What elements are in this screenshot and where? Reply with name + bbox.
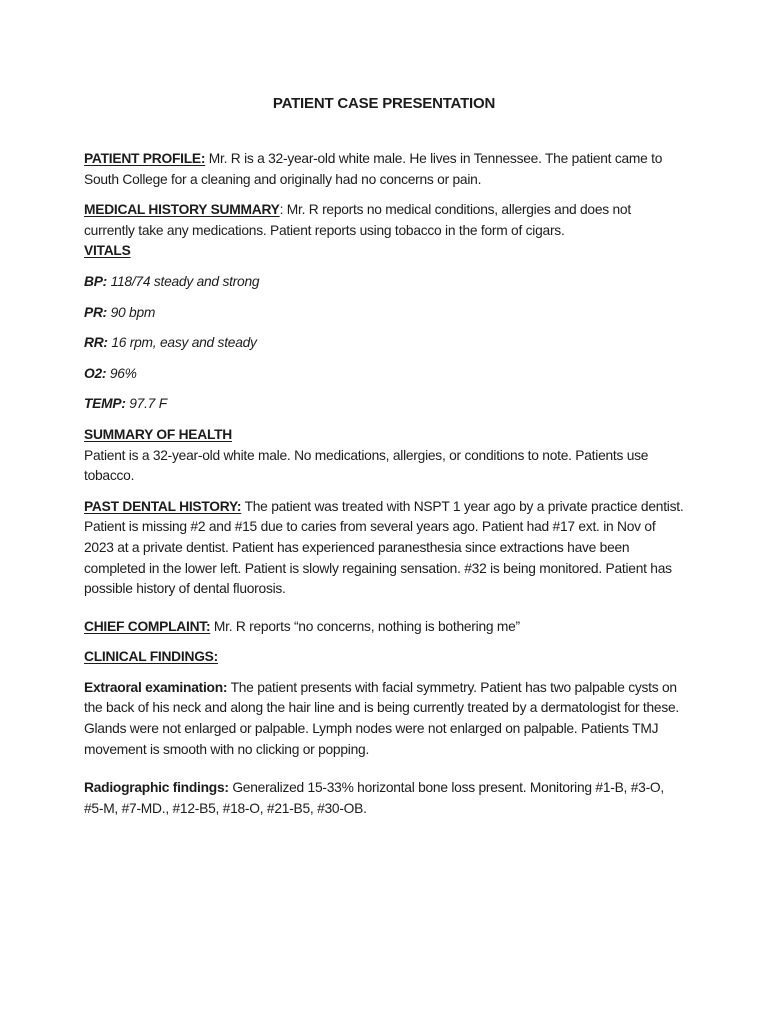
extraoral-examination-paragraph bbox=[84, 678, 684, 760]
radiographic-findings-paragraph bbox=[84, 778, 684, 819]
vital-pr-line bbox=[84, 303, 684, 324]
radiographic-findings-text: Generalized 15-33% horizontal bone loss present. Monitoring #1-B, #3-O, #5-M, #7-MD., #12-B5, #18-O, #21-B5, #30-OB. bbox=[84, 780, 664, 816]
vital-rr-line bbox=[84, 333, 684, 354]
patient-profile-paragraph bbox=[84, 149, 684, 190]
vital-o2-value: 96% bbox=[106, 365, 137, 381]
vital-pr-value: 90 bpm bbox=[107, 304, 156, 320]
patient-profile-heading: PATIENT PROFILE: bbox=[84, 151, 206, 166]
vital-pr-label: PR: bbox=[84, 304, 108, 320]
vital-o2-label: O2: bbox=[84, 365, 107, 381]
extraoral-examination-heading: Extraoral examination: bbox=[84, 679, 228, 695]
vital-rr-label: RR: bbox=[84, 335, 108, 351]
summary-of-health-text: Patient is a 32-year-old white male. No medications, allergies, or conditions to note. Patients use tobacco. bbox=[84, 447, 649, 484]
summary-of-health-heading-line bbox=[84, 425, 684, 446]
medical-history-paragraph bbox=[84, 200, 684, 241]
past-dental-history-text: The patient was treated with NSPT 1 year ago by a private practice dentist. Patient is missing #2 and #15 due to caries from several years ago. Patient had #17 ext. in Nov of 2023 at a private dentist. Patient has experienced paranesthesia since extractions have been completed in the lower left. Patient is slowly regaining sensation. #32 is being monitored. Patient has possible history of dental fluorosis. bbox=[84, 498, 684, 597]
summary-of-health-heading: SUMMARY OF HEALTH bbox=[84, 426, 233, 442]
past-dental-history-heading: PAST DENTAL HISTORY: bbox=[84, 498, 242, 514]
vital-o2-line bbox=[84, 364, 684, 385]
document-title: PATIENT CASE PRESENTATION bbox=[272, 95, 496, 112]
chief-complaint-heading: CHIEF COMPLAINT: bbox=[84, 618, 211, 634]
patient-profile-text: Mr. R is a 32-year-old white male. He lives in Tennessee. The patient came to South College for a cleaning and originally had no concerns or pain. bbox=[84, 151, 663, 187]
clinical-findings-heading: CLINICAL FINDINGS: bbox=[84, 649, 218, 665]
extraoral-examination-text: The patient presents with facial symmetry. Patient has two palpable cysts on the back of his neck and along the hair line and is being currently treated by a dermatologist for these. Glands were not enlarged or palpable. Lymph nodes were not enlarged on palpable. Patients TMJ movement is smooth with no clicking or popping. bbox=[84, 679, 679, 757]
medical-history-heading: MEDICAL HISTORY SUMMARY bbox=[84, 202, 280, 218]
vital-temp-label: TEMP: bbox=[84, 396, 126, 412]
summary-of-health-paragraph bbox=[84, 446, 684, 487]
vital-bp-line bbox=[84, 272, 684, 293]
chief-complaint-paragraph bbox=[84, 617, 684, 638]
radiographic-findings-heading: Radiographic findings: bbox=[84, 780, 229, 796]
vitals-heading-line bbox=[84, 241, 684, 262]
clinical-findings-heading-line bbox=[84, 647, 684, 668]
past-dental-history-paragraph bbox=[84, 497, 684, 600]
vital-temp-value: 97.7 F bbox=[125, 396, 167, 412]
vital-bp-value: 118/74 steady and strong bbox=[107, 273, 260, 289]
medical-history-text: : Mr. R reports no medical conditions, allergies and does not currently take any medications. Patient reports using tobacco in the form of cigars. bbox=[84, 202, 631, 238]
vitals-heading: VITALS bbox=[84, 243, 131, 259]
chief-complaint-text: Mr. R reports “no concerns, nothing is bothering me” bbox=[210, 618, 520, 634]
vital-rr-value: 16 rpm, easy and steady bbox=[107, 335, 257, 351]
vital-temp-line bbox=[84, 394, 684, 415]
vital-bp-label: BP: bbox=[84, 273, 108, 289]
